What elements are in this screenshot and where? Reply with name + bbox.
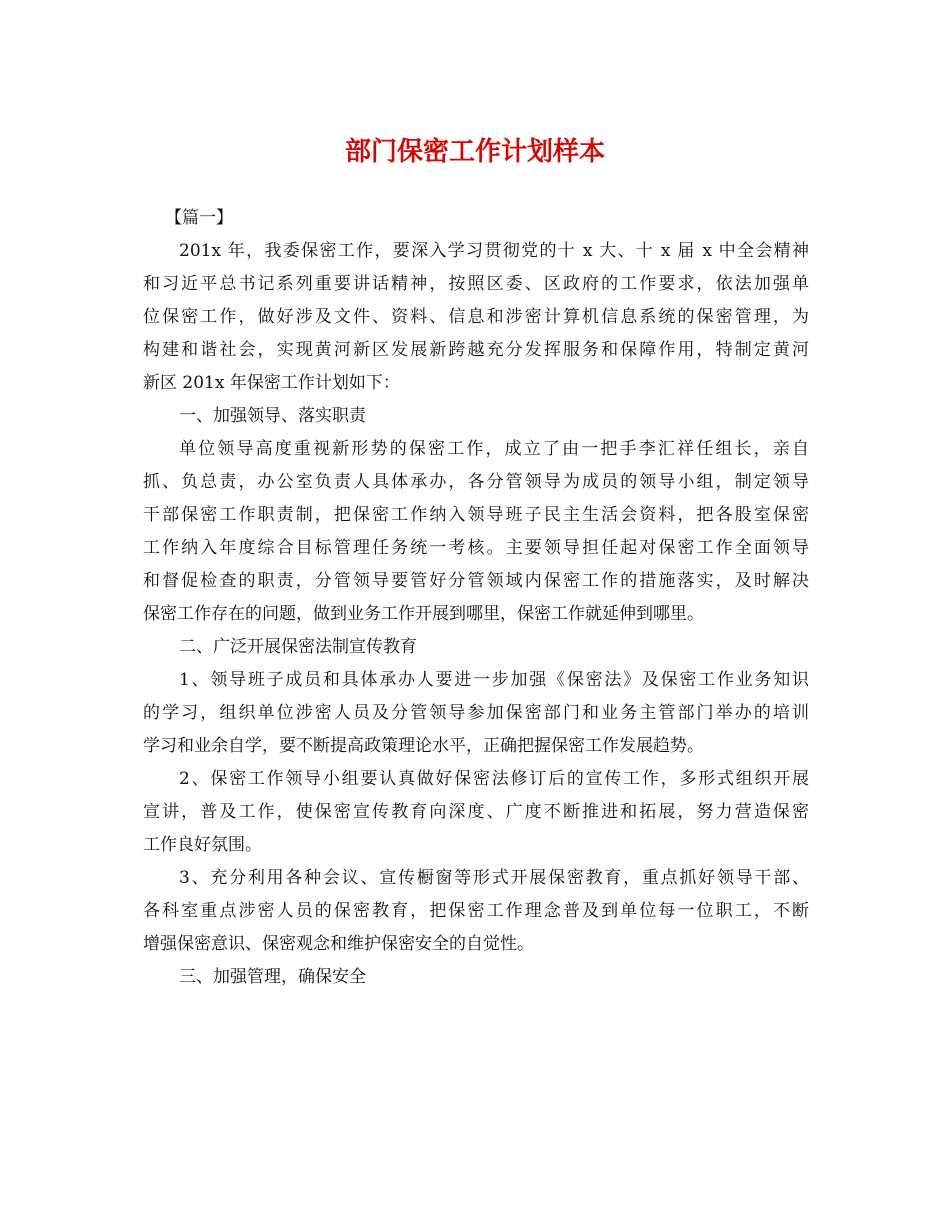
text-line: 工作纳入年度综合目标管理任务统一考核。主要领导担任起对保密工作全面领导 [143,538,809,558]
text-line: 抓、负总责，办公室负责人具体承办，各分管领导为成员的领导小组，制定领导 [143,472,809,492]
list-item-1 [143,664,809,763]
section-heading-2: 二、广泛开展保密法制宣传教育 [179,637,417,657]
leadership-paragraph [143,433,809,631]
document-title: 部门保密工作计划样本 [344,137,605,167]
text-line: 2、保密工作领导小组要认真做好保密法修订后的宣传工作，多形式组织开展 [179,769,809,789]
text-line: 3、充分利用各种会议、宣传橱窗等形式开展保密教育，重点抓好领导干部、 [179,868,809,888]
text-line: 的学习，组织单位涉密人员及分管领导参加保密部门和业务主管部门举办的培训 [143,703,809,723]
text-line: 位保密工作，做好涉及文件、资料、信息和涉密计算机信息系统的保密管理，为 [143,307,809,327]
text-line: 各科室重点涉密人员的保密教育，把保密工作理念普及到单位每一位职工，不断 [143,901,809,921]
text-line: 和习近平总书记系列重要讲话精神，按照区委、区政府的工作要求，依法加强单 [143,274,809,294]
text-line: 构建和谐社会，实现黄河新区发展新跨越充分发挥服务和保障作用，特制定黄河 [143,340,809,360]
list-item-2 [143,763,809,862]
text-line: 201x 年，我委保密工作，要深入学习贯彻党的十 x 大、十 x 届 x 中全会精神 [179,241,809,261]
document-body [143,202,809,994]
text-line: 保密工作存在的问题，做到业务工作开展到哪里，保密工作就延伸到哪里。 [143,604,704,624]
text-line: 工作良好氛围。 [143,835,262,855]
text-line: 单位领导高度重视新形势的保密工作，成立了由一把手李汇祥任组长，亲自 [179,439,809,459]
text-line: 宣讲，普及工作，使保密宣传教育向深度、广度不断推进和拓展，努力营造保密 [143,802,809,822]
section-label: 【篇一】 [165,208,233,228]
text-line: 和督促检查的职责，分管领导要管好分管领域内保密工作的措施落实，及时解决 [143,571,809,591]
list-item-3 [143,862,809,961]
section-heading-1: 一、加强领导、落实职责 [179,406,366,426]
text-line: 新区 201x 年保密工作计划如下： [143,373,400,393]
text-line: 学习和业余自学，要不断提高政策理论水平，正确把握保密工作发展趋势。 [143,736,704,756]
text-line: 1、领导班子成员和具体承办人要进一步加强《保密法》及保密工作业务知识 [179,670,809,690]
section-heading-3: 三、加强管理，确保安全 [179,967,366,987]
intro-paragraph [143,235,809,400]
text-line: 干部保密工作职责制，把保密工作纳入领导班子民主生活会资料，把各股室保密 [143,505,809,525]
text-line: 增强保密意识、保密观念和维护保密安全的自觉性。 [143,934,534,954]
